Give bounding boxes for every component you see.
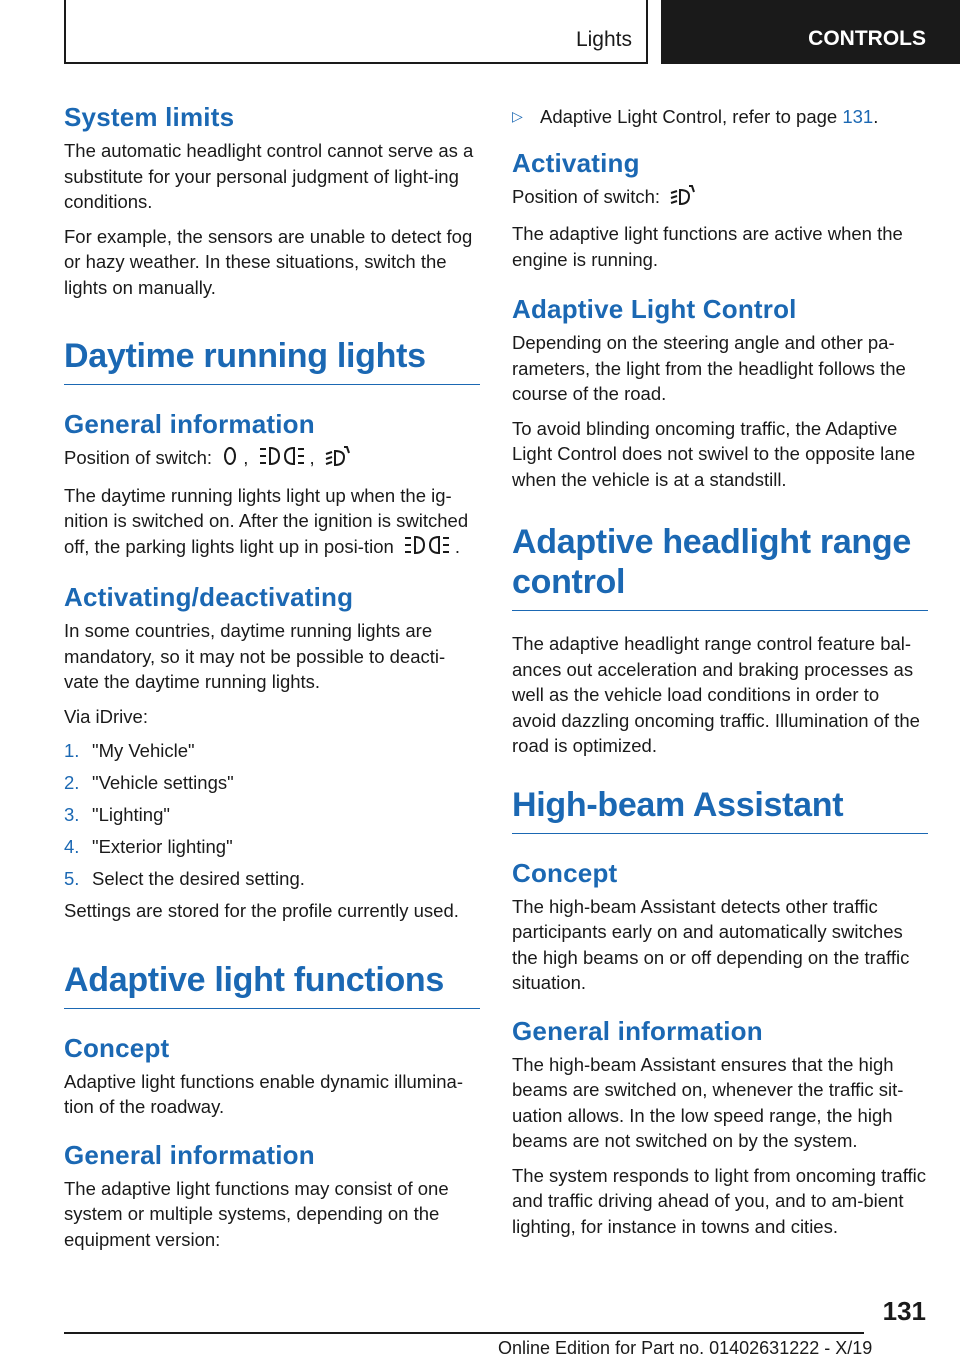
heading-block-range-control [512, 522, 928, 611]
heading-block-high-beam [512, 785, 928, 834]
heading-general-information: General information [64, 1139, 315, 1170]
right-column [512, 100, 928, 1248]
heading-general-information: General information [64, 409, 315, 439]
heading-adaptive-light-functions: Adaptive light functions [64, 960, 445, 999]
triangle-bullet-icon: ▷ [512, 108, 523, 124]
header-section-box [64, 0, 648, 64]
heading-adaptive-light-control: Adaptive Light Control [512, 294, 797, 324]
heading-activating-deactivating: Activating/deactivating [64, 582, 354, 612]
paragraph: To avoid blinding oncoming traffic, the Adaptive Light Control does not swivel to the opposite lane when the vehicle is at a standstill. [512, 417, 916, 490]
heading-block-adaptive [64, 960, 480, 1009]
heading-adaptive-headlight-range-control: Adaptive headlight range control [512, 523, 911, 601]
heading-general-information: General information [512, 1015, 763, 1046]
switch-position-label: Position of switch: [64, 447, 213, 469]
paragraph: The adaptive headlight range control feature bal‐ances out acceleration and braking processes as well as the vehicle load conditions in order to avoid dazzling oncoming traffic. Illumination of the road is optimized. [512, 633, 920, 756]
left-column [64, 100, 480, 1261]
footer-edition: Online Edition for Part no. 01402631222 - X/19 [498, 1338, 873, 1358]
paragraph: The system responds to light from oncoming traffic and traffic driving ahead of you, and to am‐bient lighting, for instance in towns and cities. [512, 1164, 927, 1237]
heading-block-daytime [64, 336, 480, 385]
chapter-tab [661, 0, 960, 64]
list-item [64, 770, 480, 796]
paragraph: The adaptive light functions are active when the engine is running. [512, 223, 903, 270]
comma: , [309, 447, 315, 469]
step-text: "Lighting" [92, 804, 170, 825]
switch-position-line [512, 184, 928, 213]
period: . [454, 535, 461, 557]
paragraph: Depending on the steering angle and other pa‐rameters, the light from the headlight follows the course of the road. [512, 332, 906, 404]
paragraph: Settings are stored for the profile currently used. [64, 900, 459, 921]
switch-off-icon [222, 445, 238, 474]
paragraph: The high-beam Assistant ensures that the high beams are switched on, whenever the traffic sit‐uation allows. In the low speed range, the high beams are not switched on by the system. [512, 1053, 904, 1151]
paragraph-daytime-light-up [64, 483, 480, 563]
footer-divider [64, 1332, 864, 1334]
list-item [512, 104, 928, 130]
bullet-text [540, 104, 878, 130]
auto-headlight-icon [325, 445, 351, 474]
step-number: 2. [64, 772, 80, 793]
auto-headlight-icon [670, 184, 696, 213]
switch-position-line [64, 445, 480, 474]
step-number: 5. [64, 868, 80, 889]
parking-lights-icon [404, 534, 450, 563]
heading-concept: Concept [512, 857, 618, 888]
page-reference-link[interactable]: 131 [842, 106, 874, 127]
paragraph: Via iDrive: [64, 705, 148, 727]
heading-daytime-running-lights: Daytime running lights [64, 337, 426, 375]
list-item [64, 866, 480, 892]
heading-high-beam-assistant: High-beam Assistant [512, 785, 844, 824]
step-number: 3. [64, 804, 80, 825]
period: . [873, 106, 879, 127]
chapter-title: CONTROLS [808, 27, 926, 50]
step-number: 4. [64, 836, 80, 857]
step-text: "Exterior lighting" [92, 836, 233, 857]
page-number: 131 [882, 1296, 926, 1326]
bullet-label: Adaptive Light Control, refer to page [540, 106, 838, 127]
paragraph-text: The daytime running lights light up when the ig‐nition is switched on. After the ignition is switched off, the parking lights light up in posi‐tion [64, 484, 469, 557]
paragraph: The adaptive light functions may consist of one system or multiple systems, depending on the equipment version: [64, 1177, 449, 1250]
switch-position-label: Position of switch: [512, 185, 661, 207]
heading-activating: Activating [512, 147, 640, 178]
paragraph: For example, the sensors are unable to detect fog or hazy weather. In these situations, switch the lights on manually. [64, 225, 473, 298]
list-item [64, 802, 480, 828]
heading-concept: Concept [64, 1032, 170, 1063]
step-text: "My Vehicle" [92, 740, 195, 761]
list-item [64, 738, 480, 764]
parking-lights-icon [259, 445, 305, 474]
idrive-steps-list [64, 738, 480, 892]
step-number: 1. [64, 740, 80, 761]
paragraph: Adaptive light functions enable dynamic illumina‐tion of the roadway. [64, 1070, 463, 1117]
list-item [64, 834, 480, 860]
comma: , [243, 447, 249, 469]
step-text: "Vehicle settings" [92, 772, 234, 793]
step-text: Select the desired setting. [92, 868, 305, 889]
paragraph: The automatic headlight control cannot serve as a substitute for your personal judgment of light‐ing conditions. [64, 140, 474, 212]
section-title: Lights [575, 28, 632, 51]
paragraph: The high-beam Assistant detects other traffic participants early on and automatically switches the high beams on or off depending on the traffic situation. [512, 895, 910, 993]
heading-system-limits: System limits [64, 102, 235, 132]
paragraph: In some countries, daytime running lights are mandatory, so it may not be possible to deacti‐vate the daytime running lights. [64, 620, 446, 692]
